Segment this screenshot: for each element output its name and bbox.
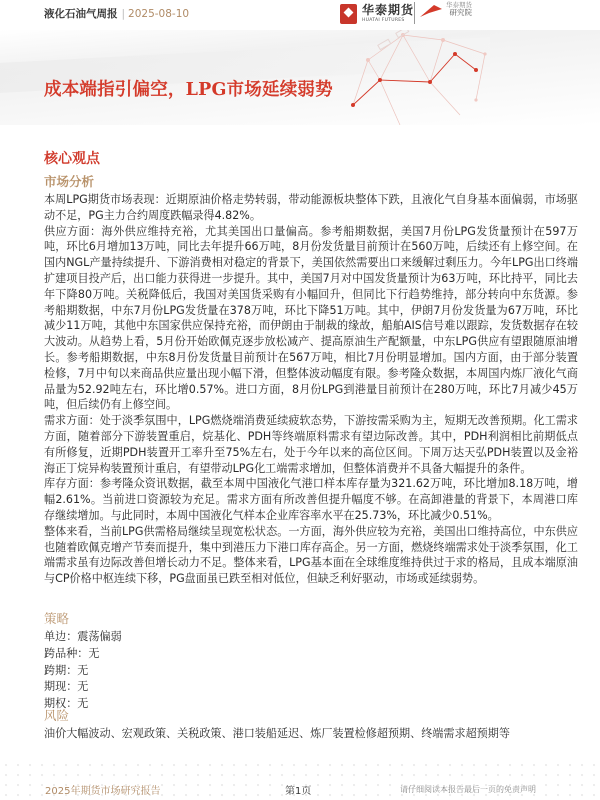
strategy-calendar-spread: 跨期：无 bbox=[44, 663, 89, 677]
inventory-paragraph: 库存方面：参考隆众资讯数据，截至本周中国液化气港口样本库存量为321.62万吨，环比增加8.18万吨，增幅2.61%。当前进口资源较为充足。需求方面有所改善但提升幅度不够。在高卸港量的背景下，本周港口库存继续增加。与此同时，本周中国液化气样本企业库容率水平在25.73%，环比减少0.51%。 bbox=[44, 477, 578, 522]
satellite-icon bbox=[378, 30, 409, 50]
huatai-logo-icon bbox=[340, 4, 357, 24]
institute-name-line1: 华泰期货 bbox=[446, 1, 472, 9]
demand-paragraph: 需求方面：处于淡季氛围中，LPG燃烧端消费延续疲软态势，下游按需采购为主，短期无改善预期。化工需求方面，随着部分下游装置重启，烷基化、PDH等终端原料需求有望边际改善。其中，PDH利润相比前期低点有所修复，近期PDH装置开工率升至75%左右，处于今年以来的高位区间。下周万达天弘PDH装置以及金裕海正丁烷异构装置预计重启，有望带动LPG化工端需求增加，但整体消费并不具备大幅提升的条件。 bbox=[44, 414, 578, 475]
strategy-heading: 策略 bbox=[44, 610, 70, 626]
strategy-options: 期权：无 bbox=[44, 697, 89, 711]
logo-divider bbox=[414, 2, 415, 24]
report-type: 液化石油气周报 bbox=[44, 8, 118, 20]
strategy-cross-variety: 跨品种：无 bbox=[44, 646, 100, 660]
institute-logo-icon bbox=[420, 3, 442, 17]
summary-paragraph: 整体来看，当前LPG供需格局继续呈现宽松状态。一方面，海外供应较为充裕，美国出口维持高位，中东供应也随着欧佩克增产节奏而提升，集中到港压力下港口库存高企。另一方面，燃烧终端需求处于淡季氛围，化工端需求虽有边际改善但增长动力不足。整体来看，LPG基本面在全球维度维持供过于求的格局，且成本端原油与CP价格中枢连续下移，PG盘面虽已跌至相对低位，但缺乏利好驱动，市场或延续弱势。 bbox=[44, 524, 578, 586]
huatai-futures-logo bbox=[340, 2, 414, 26]
risk-section bbox=[44, 706, 578, 742]
core-view-heading: 核心观点 bbox=[44, 151, 100, 167]
report-header bbox=[0, 0, 600, 28]
risk-text: 油价大幅波动、宏观政策、关税政策、港口装船延迟、炼厂装置检修超预期、终端需求超预期等 bbox=[44, 727, 510, 740]
strategy-section bbox=[44, 609, 578, 713]
report-date: 2025-08-10 bbox=[128, 8, 190, 20]
market-analysis-heading: 市场分析 bbox=[44, 174, 95, 189]
institute-name-line2: 研究院 bbox=[449, 8, 472, 18]
market-performance-paragraph: 本周LPG期货市场表现：近期原油价格走势转弱，带动能源板块整体下跌，且液化气自身基本面偏弱，市场驱动不足，PG主力合约周度跌幅录得4.82%。 bbox=[44, 193, 578, 222]
report-title: 成本端指引偏空，LPG市场延续弱势 bbox=[44, 80, 333, 100]
risk-heading: 风险 bbox=[44, 708, 70, 723]
research-institute-logo bbox=[420, 2, 472, 18]
core-view-section bbox=[44, 148, 578, 713]
report-name bbox=[44, 6, 189, 21]
logo-cn: 华泰期货 bbox=[362, 3, 415, 18]
page-number: 第1页 bbox=[285, 786, 312, 797]
footer-report-series: 2025年期货市场研究报告 bbox=[45, 786, 161, 797]
strategy-single-side: 单边：震荡偏弱 bbox=[44, 629, 122, 643]
supply-paragraph: 供应方面：海外供应维持充裕，尤其美国出口量偏高。参考船期数据，美国7月份LPG发货量预计在597万吨，环比6月增加13万吨，同比去年提升66万吨，8月份发货量目前预计在560万吨，后续还有上修空间。在国内NGL产量持续提升、下游消费相对稳定的背景下，美国依然需要出口来缓解过剩压力。今年LPG出口终端扩建项目投产后，出口能力获得进一步提升。其中，美国7月对中国发货量预计为63万吨，环比持平，同比去年下降80万吨。关税降低后，我国对美国货采购有小幅回升，但同比下行趋势维持，部分转向中东货源。参考船期数据，中东7月份LPG发货量在378万吨，环比下降51万吨。其中，伊朗7月份发货量为67万吨，环比减少11万吨，其他中东国家供应保持充裕，而伊朗由于制裁的缘故，船舶AIS信号难以跟踪，发货数据存在较大波动。从趋势上看，5月份开始欧佩克逐步放松减产、提高原油生产配额量，中东LPG供应有望跟随原油增长。参考船期数据，中东8月份发货量目前预计在567万吨，相比7月份明显增加。国内方面，由于部分装置检修，7月中旬以来商品供应量出现小幅下滑，但整体波动幅度有限。参考隆众数据，本周国内炼厂液化气商品量为52.92吨左右，环比增0.57%。进口方面，8月份LPG到港量目前预计在280万吨，环比7月减少45万吨，但后续仍有上修空间。 bbox=[44, 224, 578, 412]
separator: | bbox=[121, 8, 126, 20]
disclaimer-note: 请仔细阅读本报告最后一页的免责声明 bbox=[400, 785, 536, 794]
strategy-basis: 期现：无 bbox=[44, 680, 89, 694]
page-footer bbox=[0, 760, 600, 800]
logo-en: HUATAI FUTURES bbox=[362, 18, 405, 24]
